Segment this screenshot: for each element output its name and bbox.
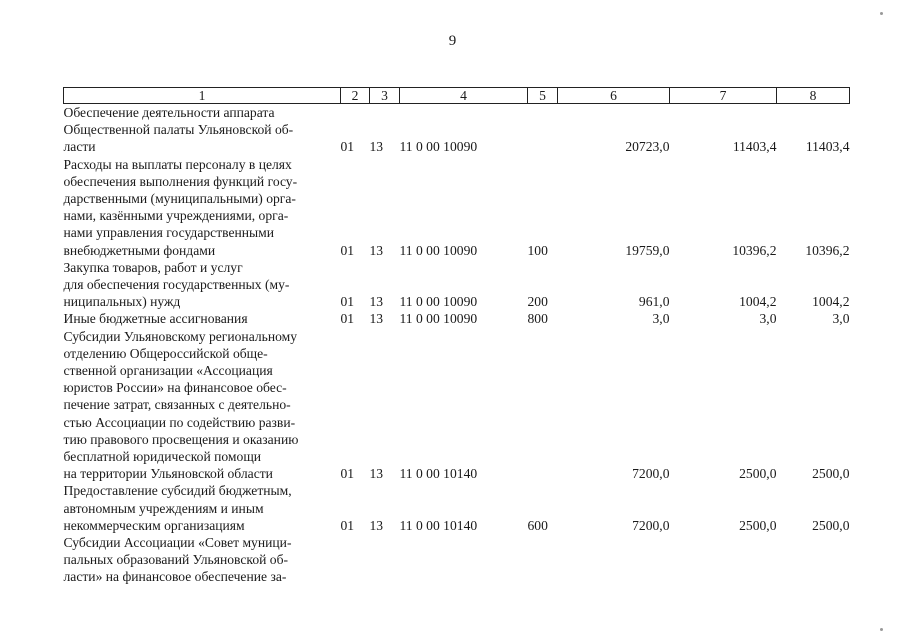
row-name-line: дарственными (муниципальными) орга- [63, 191, 296, 207]
table-row [64, 310, 850, 327]
subsection-code: 13 [369, 139, 384, 155]
column-header: 8 [777, 88, 850, 104]
row-name-line: ласти [63, 139, 96, 155]
table-row [64, 328, 850, 483]
row-name-line: нами управления государственными [63, 225, 275, 241]
column-header: 1 [64, 88, 341, 104]
table-row [64, 534, 850, 586]
amount-col-6: 7200,0 [632, 517, 670, 533]
row-name [64, 104, 341, 156]
section-code: 01 [340, 139, 355, 155]
row-name-line: бесплатной юридической помощи [63, 449, 262, 465]
expense-type-code [528, 534, 558, 586]
row-name-line: ласти» на финансовое обеспечение за- [63, 569, 287, 585]
amount-col-6: 20723,0 [625, 139, 670, 155]
row-name-line: тию правового просвещения и оказанию [63, 431, 299, 447]
table-row [64, 104, 850, 156]
column-header: 5 [528, 88, 558, 104]
amount-col-8: 2500,0 [812, 517, 850, 533]
row-name-line: ственной организации «Ассоциация [63, 363, 273, 379]
expense-type-code: 100 [527, 242, 548, 258]
table-header-row [64, 88, 850, 104]
target-article-code [400, 534, 528, 586]
section-code: 01 [340, 294, 355, 310]
row-name-line: пальных образований Ульяновской об- [63, 552, 289, 568]
amount-col-7: 1004,2 [739, 294, 777, 310]
section-code: 01 [340, 242, 355, 258]
row-name-line: стью Ассоциации по содействию разви- [63, 414, 296, 430]
row-name-line: Иные бюджетные ассигнования [63, 311, 248, 327]
table-body [64, 104, 850, 586]
column-header: 3 [370, 88, 400, 104]
row-name-line: некоммерческим организациям [63, 517, 245, 533]
amount-col-7: 11403,4 [732, 139, 777, 155]
section-code: 01 [340, 311, 355, 327]
row-name-line: Закупка товаров, работ и услуг [63, 259, 243, 275]
amount-col-8: 2500,0 [812, 466, 850, 482]
subsection-code: 13 [369, 242, 384, 258]
amount-col-8: 1004,2 [812, 294, 850, 310]
row-name-line: Субсидии Ассоциации «Совет муници- [63, 535, 292, 551]
row-name [64, 156, 341, 259]
row-name-line: юристов России» на финансовое обес- [63, 380, 287, 396]
row-name-line: внебюджетными фондами [63, 242, 216, 258]
subsection-code [370, 534, 400, 586]
row-name [64, 259, 341, 311]
target-article-code: 11 0 00 10090 [399, 294, 478, 310]
table-row [64, 482, 850, 534]
amount-col-7: 3,0 [759, 311, 777, 327]
section-code: 01 [340, 466, 355, 482]
amount-col-8: 10396,2 [805, 242, 850, 258]
target-article-code: 11 0 00 10140 [399, 517, 478, 533]
expense-type-code [528, 104, 558, 156]
target-article-code: 11 0 00 10090 [399, 139, 478, 155]
table-row [64, 156, 850, 259]
table-row [64, 259, 850, 311]
subsection-code: 13 [369, 517, 384, 533]
row-name-line: на территории Ульяновской области [63, 466, 273, 482]
row-name-line: Общественной палаты Ульяновской об- [63, 122, 294, 138]
amount-col-6: 961,0 [638, 294, 670, 310]
subsection-code: 13 [369, 294, 384, 310]
row-name-line: ниципальных) нужд [63, 294, 181, 310]
expense-type-code: 600 [527, 517, 548, 533]
subsection-code: 13 [369, 466, 384, 482]
row-name [64, 534, 341, 586]
amount-col-6: 19759,0 [625, 242, 670, 258]
row-name [64, 482, 341, 534]
amount-col-8 [777, 534, 850, 586]
row-name-line: отделению Общероссийской обще- [63, 345, 268, 361]
target-article-code: 11 0 00 10090 [399, 311, 478, 327]
amount-col-6: 7200,0 [632, 466, 670, 482]
column-header: 6 [558, 88, 670, 104]
subsection-code: 13 [369, 311, 384, 327]
scan-speck [880, 12, 883, 15]
section-code [341, 534, 370, 586]
amount-col-7 [670, 534, 777, 586]
page-number: 9 [448, 33, 457, 49]
row-name-line: автономным учреждениям и иным [63, 500, 264, 516]
scan-speck [880, 628, 883, 631]
amount-col-7: 2500,0 [739, 466, 777, 482]
expense-type-code [528, 328, 558, 483]
row-name-line: нами, казёнными учреждениями, орга- [63, 208, 289, 224]
target-article-code: 11 0 00 10090 [399, 242, 478, 258]
amount-col-6: 3,0 [652, 311, 670, 327]
row-name-line: Обеспечение деятельности аппарата [63, 105, 275, 120]
budget-table [63, 87, 850, 586]
column-header: 7 [670, 88, 777, 104]
amount-col-7: 10396,2 [732, 242, 777, 258]
row-name-line: Субсидии Ульяновскому региональному [63, 328, 298, 344]
row-name-line: Расходы на выплаты персоналу в целях [63, 156, 292, 172]
amount-col-8: 3,0 [832, 311, 850, 327]
target-article-code: 11 0 00 10140 [399, 466, 478, 482]
column-header: 4 [400, 88, 528, 104]
amount-col-7: 2500,0 [739, 517, 777, 533]
row-name-line: для обеспечения государственных (му- [63, 277, 290, 293]
row-name [64, 328, 341, 483]
expense-type-code: 200 [527, 294, 548, 310]
expense-type-code: 800 [527, 311, 548, 327]
row-name-line: Предоставление субсидий бюджетным, [63, 483, 292, 499]
row-name-line: обеспечения выполнения функций госу- [63, 173, 298, 189]
column-header: 2 [341, 88, 370, 104]
row-name-line: печение затрат, связанных с деятельно- [63, 397, 291, 413]
amount-col-6 [558, 534, 670, 586]
row-name [64, 310, 341, 327]
amount-col-8: 11403,4 [805, 139, 850, 155]
section-code: 01 [340, 517, 355, 533]
